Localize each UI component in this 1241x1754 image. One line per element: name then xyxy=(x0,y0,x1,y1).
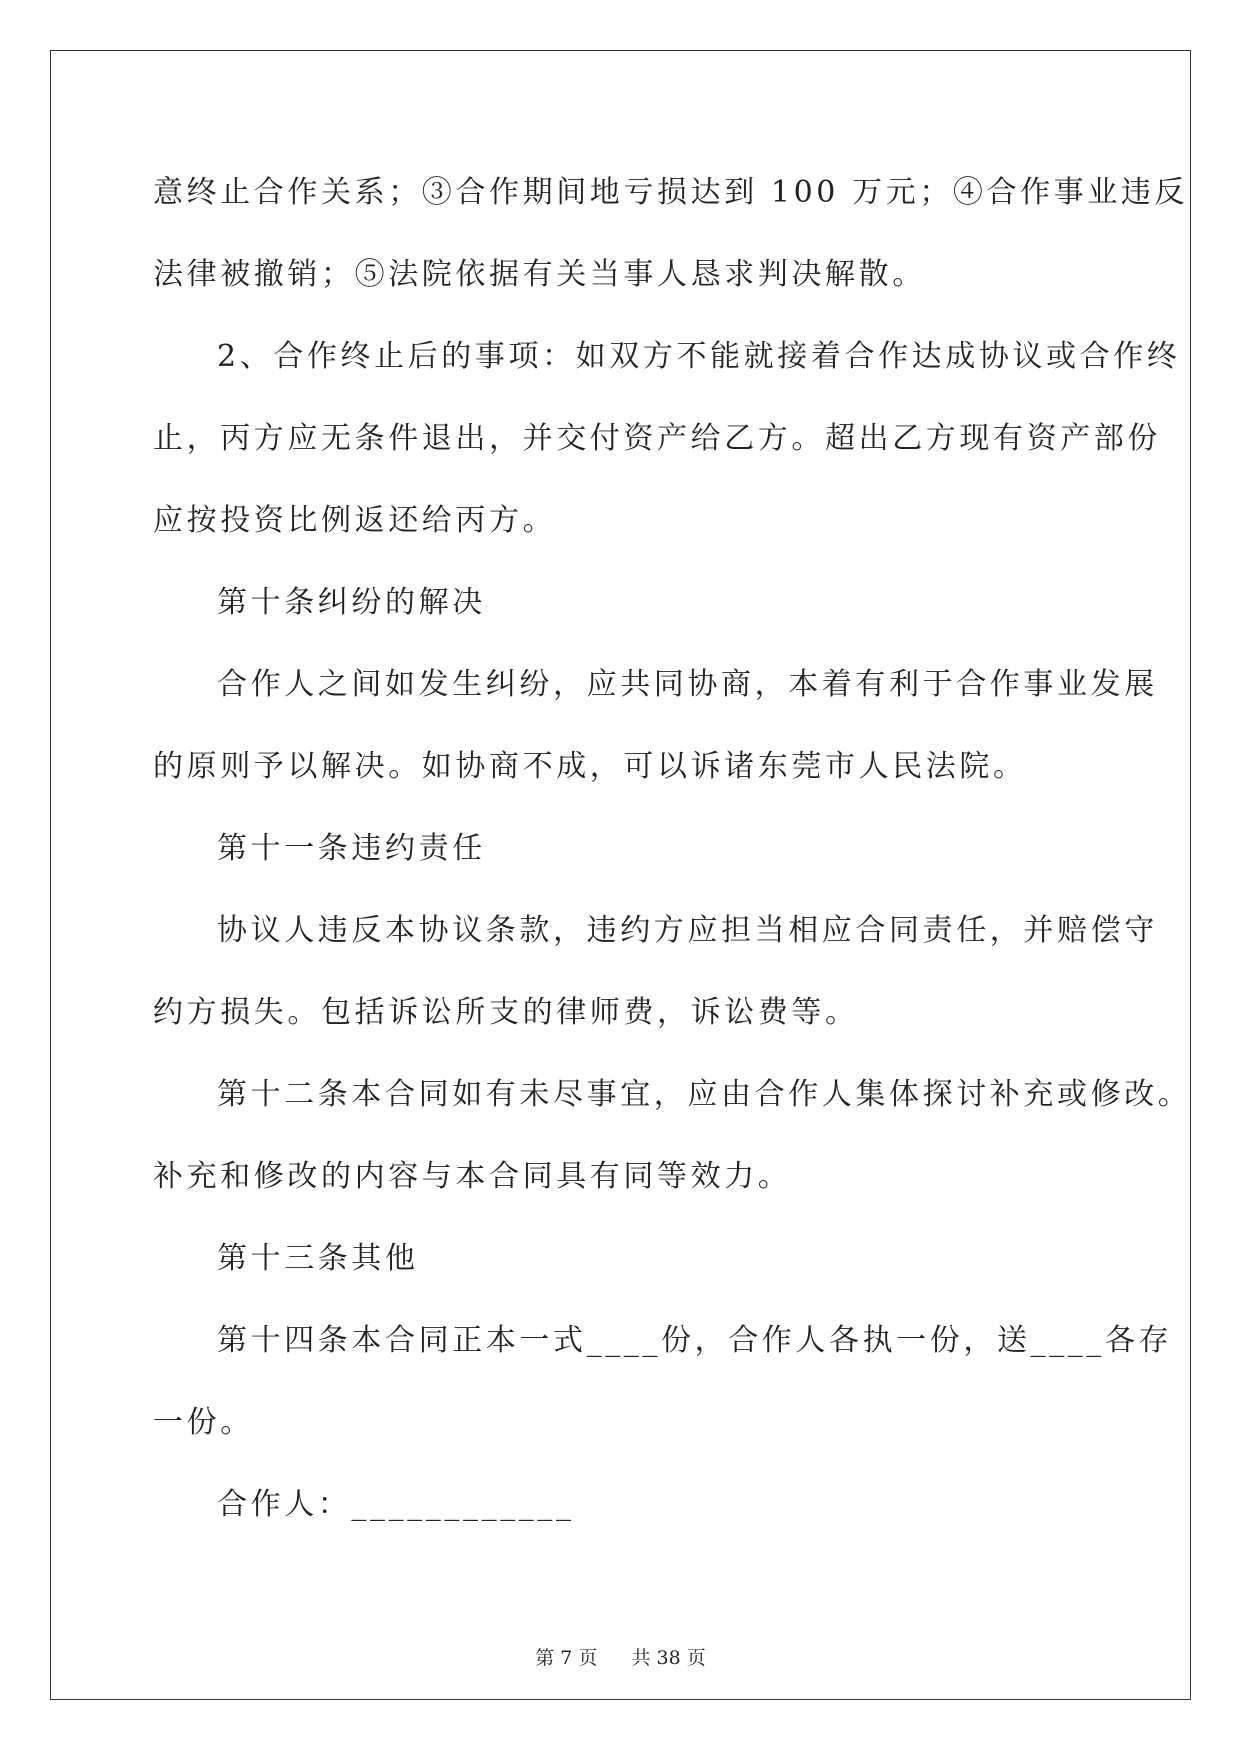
text-line: 应按投资比例返还给丙方。 xyxy=(153,503,557,538)
text-line: 止，丙方应无条件退出，并交付资产给乙方。超出乙方现有资产部份 xyxy=(153,421,1161,456)
clause-paragraph: 合作人之间如发生纠纷，应共同协商，本着有利于合作事业发展 xyxy=(217,667,1158,702)
text-line: 意终止合作关系；③合作期间地亏损达到 100 万元；④合作事业违反 xyxy=(153,175,1189,210)
page-number-current: 第 7 页 xyxy=(535,1647,598,1669)
article-heading: 第十一条违约责任 xyxy=(217,831,486,866)
article-heading: 第十三条其他 xyxy=(217,1241,419,1276)
text-line: 一份。 xyxy=(153,1405,254,1440)
page-number-total: 共 38 页 xyxy=(631,1647,706,1669)
text-line: 的原则予以解决。如协商不成，可以诉诸东莞市人民法院。 xyxy=(153,749,1027,784)
article-heading: 第十二条本合同如有未尽事宜，应由合作人集体探讨补充或修改。 xyxy=(217,1077,1192,1112)
text-line: 法律被撤销；⑤法院依据有关当事人恳求判决解散。 xyxy=(153,257,926,292)
clause-paragraph: 协议人违反本协议条款，违约方应担当相应合同责任，并赔偿守 xyxy=(217,913,1158,948)
article-heading: 第十四条本合同正本一式____份，合作人各执一份，送____各存 xyxy=(217,1323,1173,1358)
text-line: 约方损失。包括诉讼所支的律师费，诉讼费等。 xyxy=(153,995,859,1030)
document-body xyxy=(153,158,1192,1552)
text-line: 补充和修改的内容与本合同具有同等效力。 xyxy=(153,1159,792,1194)
clause-paragraph: 2、合作终止后的事项：如双方不能就接着合作达成协议或合作终 xyxy=(217,339,1181,374)
page-footer xyxy=(0,1643,1241,1670)
article-heading: 第十条纠纷的解决 xyxy=(217,585,486,620)
signature-line: 合作人：____________ xyxy=(217,1487,575,1522)
